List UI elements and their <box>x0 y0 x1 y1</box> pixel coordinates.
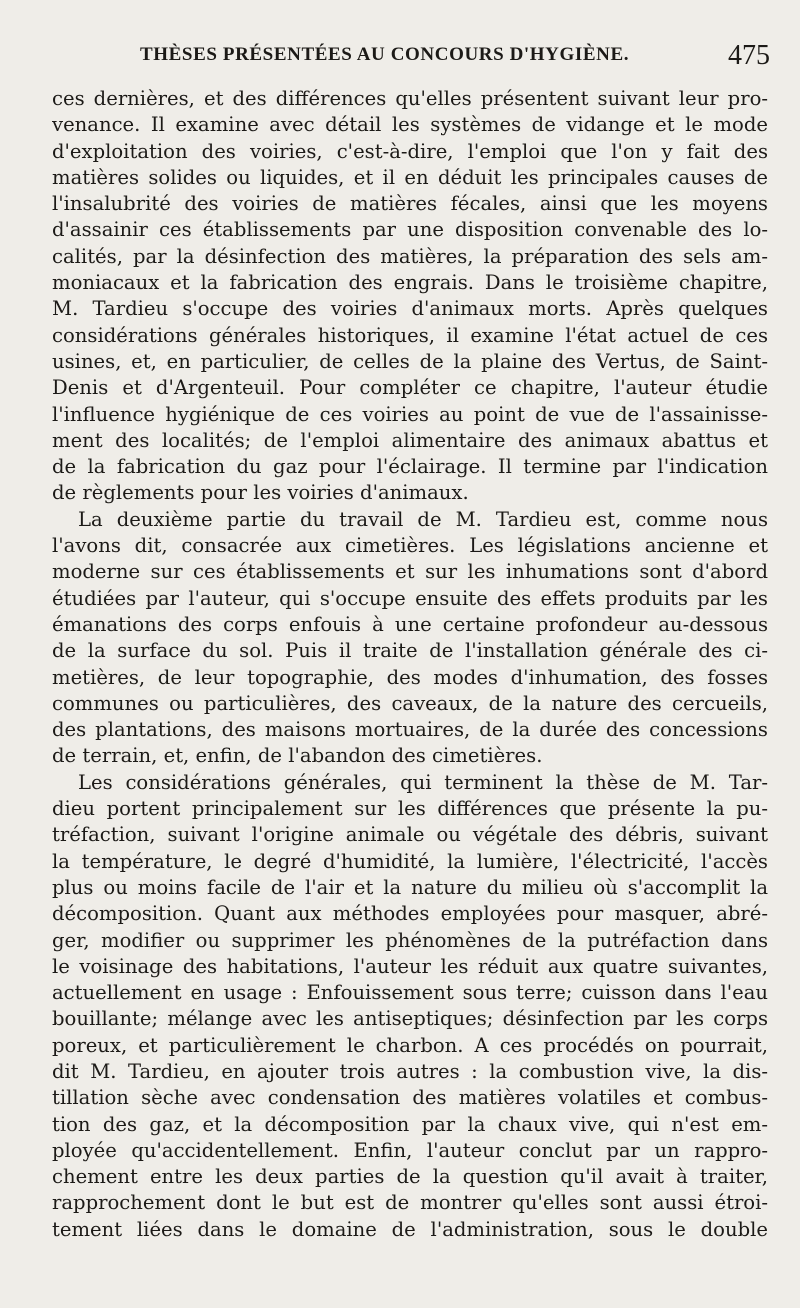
text-line: de la fabrication du gaz pour l'éclairage. Il termine par l'indication <box>52 455 768 479</box>
text-line: la température, le degré d'humidité, la lumière, l'électricité, l'accès <box>52 849 768 873</box>
text-line: plus ou moins facile de l'air et la nature du milieu où s'accomplit la <box>52 875 768 899</box>
text-line: actuellement en usage : Enfouissement sous terre; cuisson dans l'eau <box>52 981 768 1005</box>
text-line: bouillante; mélange avec les antiseptiques; désinfection par les corps <box>52 1007 768 1031</box>
paragraph-start-line: Les considérations générales, qui terminent la thèse de M. Tar- <box>78 770 768 794</box>
text-line: ployée qu'accidentellement. Enfin, l'auteur conclut par un rappro- <box>52 1138 768 1162</box>
text-line: tion des gaz, et la décomposition par la chaux vive, qui n'est em- <box>52 1112 768 1136</box>
text-line: M. Tardieu s'occupe des voiries d'animaux morts. Après quelques <box>52 297 768 321</box>
text-line: moderne sur ces établissements et sur les inhumations sont d'abord <box>52 560 768 584</box>
text-line: metières, de leur topographie, des modes d'inhumation, des fosses <box>52 665 768 689</box>
text-line: le voisinage des habitations, l'auteur les réduit aux quatre suivantes, <box>52 954 768 978</box>
text-line: chement entre les deux parties de la question qu'il avait à traiter, <box>52 1165 768 1189</box>
page-number: 475 <box>728 40 770 71</box>
text-line: venance. Il examine avec détail les systèmes de vidange et le mode <box>52 113 768 137</box>
page-header <box>140 40 770 76</box>
text-line: rapprochement dont le but est de montrer qu'elles sont aussi étroi- <box>52 1191 768 1215</box>
paragraph-end-line: de règlements pour les voiries d'animaux. <box>52 481 469 505</box>
body-text <box>52 86 768 1243</box>
text-line: calités, par la désinfection des matières, la préparation des sels am- <box>52 244 768 268</box>
text-line: décomposition. Quant aux méthodes employées pour masquer, abré- <box>52 902 768 926</box>
text-line: d'assainir ces établissements par une disposition convenable des lo- <box>52 218 768 242</box>
text-line: ger, modifier ou supprimer les phénomènes de la putréfaction dans <box>52 928 768 952</box>
paragraph-end-line: de terrain, et, enfin, de l'abandon des cimetières. <box>52 744 543 768</box>
text-line: des plantations, des maisons mortuaires, de la durée des concessions <box>52 718 768 742</box>
text-line: moniacaux et la fabrication des engrais. Dans le troisième chapitre, <box>52 271 768 295</box>
text-line: l'influence hygiénique de ces voiries au point de vue de l'assainisse- <box>52 402 768 426</box>
text-line: poreux, et particulièrement le charbon. A ces procédés on pourrait, <box>52 1033 768 1057</box>
text-line: tillation sèche avec condensation des matières volatiles et combus- <box>52 1086 768 1110</box>
text-line: dit M. Tardieu, en ajouter trois autres : la combustion vive, la dis- <box>52 1059 768 1083</box>
text-line: étudiées par l'auteur, qui s'occupe ensuite des effets produits par les <box>52 586 768 610</box>
text-line: communes ou particulières, des caveaux, de la nature des cercueils, <box>52 691 768 715</box>
text-line: émanations des corps enfouis à une certaine profondeur au-dessous <box>52 612 768 636</box>
text-line: l'avons dit, consacrée aux cimetières. Les législations ancienne et <box>52 534 768 558</box>
text-line: ces dernières, et des différences qu'elles présentent suivant leur pro- <box>52 87 768 110</box>
text-line: de la surface du sol. Puis il traite de l'installation générale des ci- <box>52 639 768 663</box>
text-line: tement liées dans le domaine de l'administration, sous le double <box>52 1217 768 1241</box>
text-line: l'insalubrité des voiries de matières fécales, ainsi que les moyens <box>52 192 768 216</box>
text-line: considérations générales historiques, il examine l'état actuel de ces <box>52 323 768 347</box>
paragraph-start-line: La deuxième partie du travail de M. Tardieu est, comme nous <box>78 507 768 531</box>
running-head: THÈSES PRÉSENTÉES AU CONCOURS D'HYGIÈNE. <box>140 44 630 65</box>
text-line: Denis et d'Argenteuil. Pour compléter ce chapitre, l'auteur étudie <box>52 376 768 400</box>
text-line: tréfaction, suivant l'origine animale ou végétale des débris, suivant <box>52 823 768 847</box>
text-line: dieu portent principalement sur les différences que présente la pu- <box>52 797 768 821</box>
text-line: ment des localités; de l'emploi alimentaire des animaux abattus et <box>52 428 768 452</box>
text-line: matières solides ou liquides, et il en déduit les principales causes de <box>52 165 768 189</box>
text-line: usines, et, en particulier, de celles de la plaine des Vertus, de Saint- <box>52 349 768 373</box>
text-line: d'exploitation des voiries, c'est-à-dire, l'emploi que l'on y fait des <box>52 139 768 163</box>
